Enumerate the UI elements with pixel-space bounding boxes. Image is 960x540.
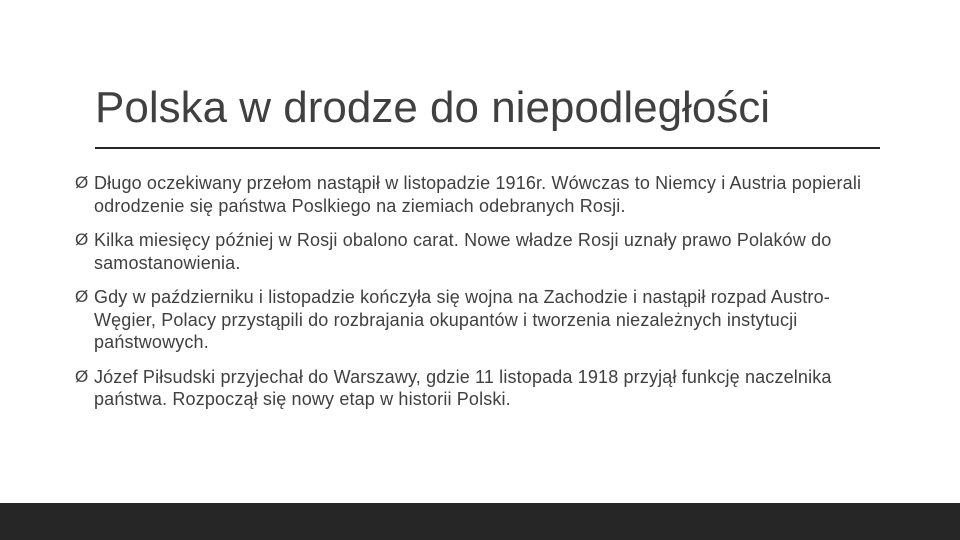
footer-bar	[0, 503, 960, 540]
bullet-text: Kilka miesięcy później w Rosji obalono carat. Nowe władze Rosji uznały prawo Polaków do samostanowienia.	[94, 230, 832, 273]
arrow-bullet-icon: Ø	[75, 173, 89, 192]
arrow-bullet-icon: Ø	[75, 366, 89, 386]
bullet-text: Długo oczekiwany przełom nastąpił w listopadzie 1916r. Wówczas to Niemcy i Austria popierali odrodzenie się państwa Poslkiego na ziemiach odebranych Rosji.	[94, 173, 862, 216]
bullet-item	[75, 172, 875, 217]
bullet-text: Gdy w październiku i listopadzie kończyła się wojna na Zachodzie i nastąpił rozpad Austro-Węgier, Polacy przystąpili do rozbrajania okupantów i tworzenia niezależnych instytucji państwowych.	[94, 287, 830, 352]
bullet-item	[75, 366, 875, 411]
bullet-item	[75, 229, 875, 274]
bullet-text: Józef Piłsudski przyjechał do Warszawy, gdzie 11 listopada 1918 przyjął funkcję naczelnika państwa. Rozpoczął się nowy etap w historii Polski.	[94, 366, 832, 409]
bullet-list	[75, 172, 875, 423]
arrow-bullet-icon: Ø	[75, 230, 89, 249]
arrow-bullet-icon: Ø	[75, 287, 89, 306]
title-underline	[95, 147, 880, 149]
slide-title: Polska w drodze do niepodległości	[95, 83, 771, 132]
bullet-item	[75, 286, 875, 354]
